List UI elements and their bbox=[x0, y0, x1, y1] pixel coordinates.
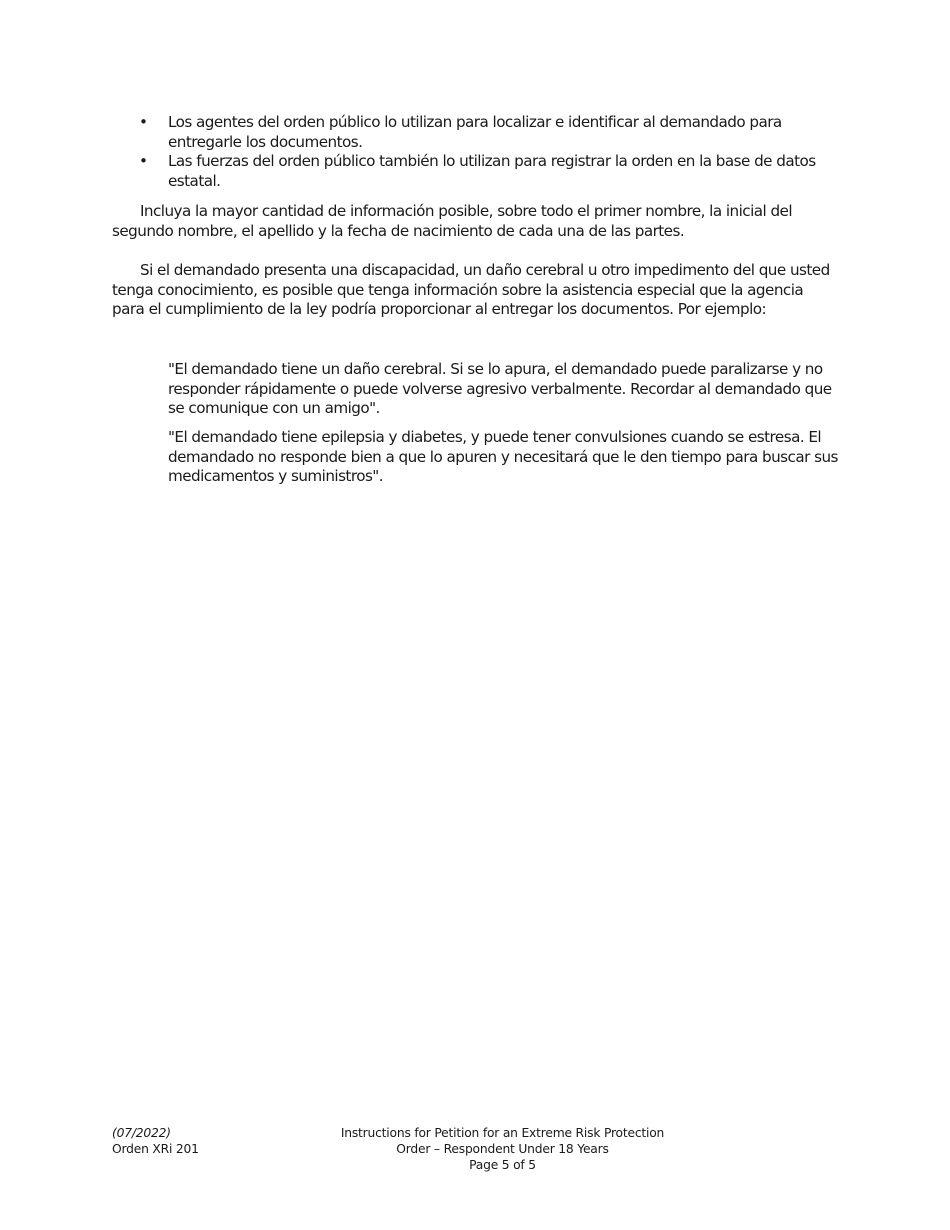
footer-title-line1: Instructions for Petition for an Extreme Risk Protection bbox=[340, 1126, 665, 1140]
bullet-text: Los agentes del orden público lo utilizan para localizar e identificar al demandado para entregarle los documentos. bbox=[168, 113, 782, 151]
footer-date: (07/2022) bbox=[112, 1126, 171, 1140]
footer-center bbox=[300, 1125, 705, 1173]
bullet-item bbox=[112, 152, 842, 191]
footer-left bbox=[112, 1125, 292, 1157]
bullet-list bbox=[112, 113, 842, 192]
example-quote-epilepsy: "El demandado tiene epilepsia y diabetes, y puede tener convulsiones cuando se estresa. El demandado no responde bien a que lo apuren y necesitará que le den tiempo para buscar sus medicamentos y suministros". bbox=[168, 428, 838, 486]
footer-form-id: Orden XRi 201 bbox=[112, 1142, 199, 1156]
paragraph-disability: Si el demandado presenta una discapacidad, un daño cerebral u otro impedimento del que usted tenga conocimiento, es posible que tenga información sobre la asistencia especial que la agencia para el cumplimiento de la ley podría proporcionar al entregar los documentos. Por ejemplo: bbox=[112, 261, 830, 319]
footer-page-number: Page 5 of 5 bbox=[469, 1158, 536, 1172]
bullet-text: Las fuerzas del orden público también lo utilizan para registrar la orden en la base de datos estatal. bbox=[168, 152, 816, 191]
bullet-icon: • bbox=[139, 113, 148, 131]
example-quote-brain-damage: "El demandado tiene un daño cerebral. Si se lo apura, el demandado puede paralizarse y no responder rápidamente o puede volverse agresivo verbalmente. Recordar al demandado que se comunique con un amigo". bbox=[168, 360, 832, 418]
footer-title-line2: Order – Respondent Under 18 Years bbox=[396, 1142, 609, 1156]
bullet-item bbox=[112, 113, 842, 152]
bullet-icon: • bbox=[139, 152, 148, 171]
paragraph-include-info: Incluya la mayor cantidad de información posible, sobre todo el primer nombre, la inicial del segundo nombre, el apellido y la fecha de nacimiento de cada una de las partes. bbox=[112, 202, 793, 240]
